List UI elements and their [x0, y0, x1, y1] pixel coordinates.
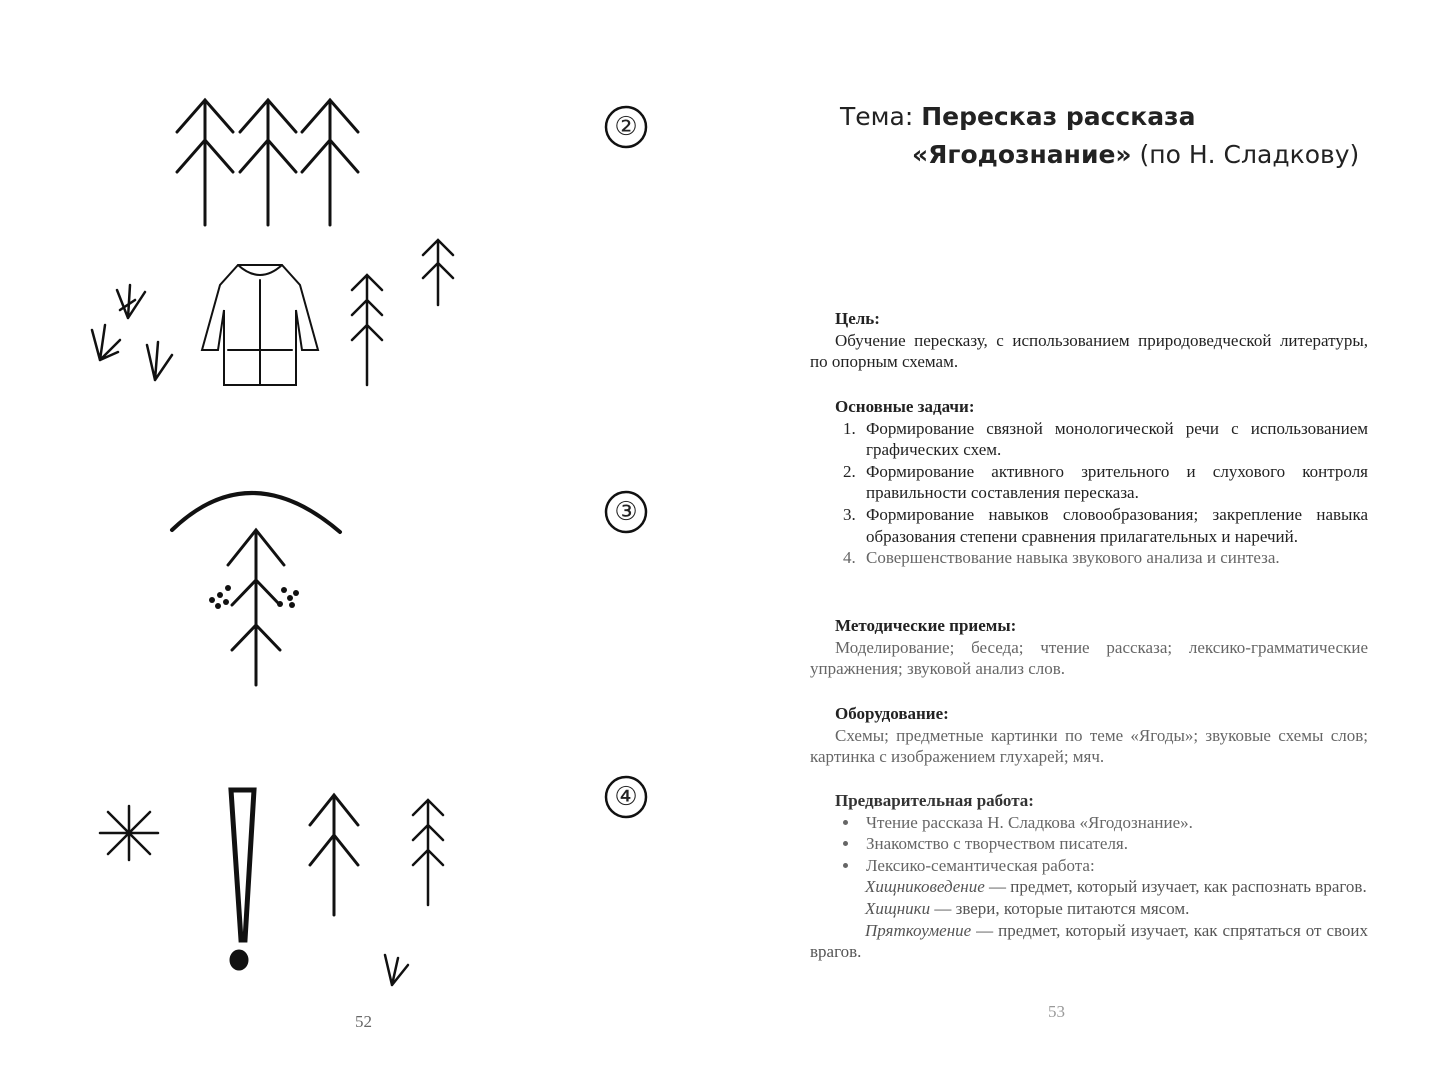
title-line2: «Ягодознание»	[912, 140, 1132, 169]
methods-heading: Методические приемы:	[835, 616, 1017, 635]
goal-heading: Цель:	[835, 309, 880, 328]
exclamation-icon	[231, 790, 254, 969]
fir-tree-icon	[302, 100, 358, 225]
grass-icon	[92, 325, 120, 360]
scheme-number-4: ④	[614, 782, 638, 812]
page-number: 53	[1048, 1002, 1065, 1021]
title-prefix: Тема:	[840, 102, 922, 131]
fir-tree-icon	[177, 100, 233, 225]
title-line1: Пересказ рассказа	[921, 102, 1196, 131]
definition-text: — предмет, который изучает, как спрятаться от своих врагов.	[810, 920, 1368, 962]
methods-section	[810, 615, 1368, 680]
task-item: 1. Формирование связной монологической речи с использованием графических схем.	[860, 418, 1368, 461]
methods-text: Моделирование; беседа; чтение рассказа; лексико-грамматические упражнения; звуковой анализ слов.	[810, 637, 1368, 679]
sparkle-icon	[100, 806, 158, 860]
definition	[810, 876, 1368, 898]
page-number: 52	[355, 1012, 372, 1031]
task-item: 4. Совершенствование навыка звукового анализа и синтеза.	[860, 547, 1368, 569]
task-item: 3. Формирование навыков словообразования; закрепление навыка образования степени сравнения прилагательных и наречий.	[860, 504, 1368, 547]
tasks-section	[810, 396, 1368, 569]
grass-icon	[385, 955, 408, 985]
definition	[810, 898, 1368, 920]
preliminary-heading: Предварительная работа:	[835, 791, 1034, 810]
definition-term: Пряткоумение	[865, 920, 972, 940]
definition-term: Хищники	[865, 898, 931, 918]
title-suffix: (по Н. Сладкову)	[1131, 140, 1360, 169]
equipment-section	[810, 703, 1368, 768]
bullet-item: • Знакомство с творчеством писателя.	[860, 833, 1368, 855]
left-page	[0, 0, 720, 1080]
definition-term: Хищниковедение	[865, 877, 985, 897]
goal-text: Обучение пересказу, с использованием природоведческой литературы, по опорным схемам.	[810, 330, 1368, 372]
grass-icon	[117, 285, 145, 318]
sky-arc-icon	[172, 493, 340, 532]
scheme-drawings	[0, 0, 720, 1080]
berry-bush-icon	[209, 530, 299, 685]
definition-text: — предмет, который изучает, как распознать врагов.	[984, 877, 1367, 897]
definition-text: — звери, которые питаются мясом.	[930, 898, 1190, 918]
small-tree-icon	[423, 240, 453, 305]
fir-tree-icon	[310, 795, 358, 915]
task-item: 2. Формирование активного зрительного и слухового контроля правильности составления пересказа.	[860, 461, 1368, 504]
equipment-heading: Оборудование:	[835, 704, 949, 723]
page-title	[840, 98, 1359, 174]
coat-icon	[202, 265, 318, 385]
right-page	[720, 0, 1441, 1080]
bullet-item: • Чтение рассказа Н. Сладкова «Ягодознание».	[860, 812, 1368, 834]
small-tree-icon	[413, 800, 443, 905]
grass-icon	[147, 342, 172, 380]
equipment-text: Схемы; предметные картинки по теме «Ягоды»; звуковые схемы слов; картинка с изображением глухарей; мяч.	[810, 725, 1368, 767]
bullet-item: • Лексико-семантическая работа:	[860, 855, 1368, 877]
tasks-heading: Основные задачи:	[835, 397, 975, 416]
fir-tree-icon	[240, 100, 296, 225]
scheme-number-3: ③	[614, 497, 638, 527]
goal-section	[810, 308, 1368, 373]
scheme-number-2: ②	[614, 112, 638, 142]
small-tree-icon	[352, 275, 382, 385]
preliminary-section	[810, 790, 1368, 963]
definition	[810, 920, 1368, 963]
